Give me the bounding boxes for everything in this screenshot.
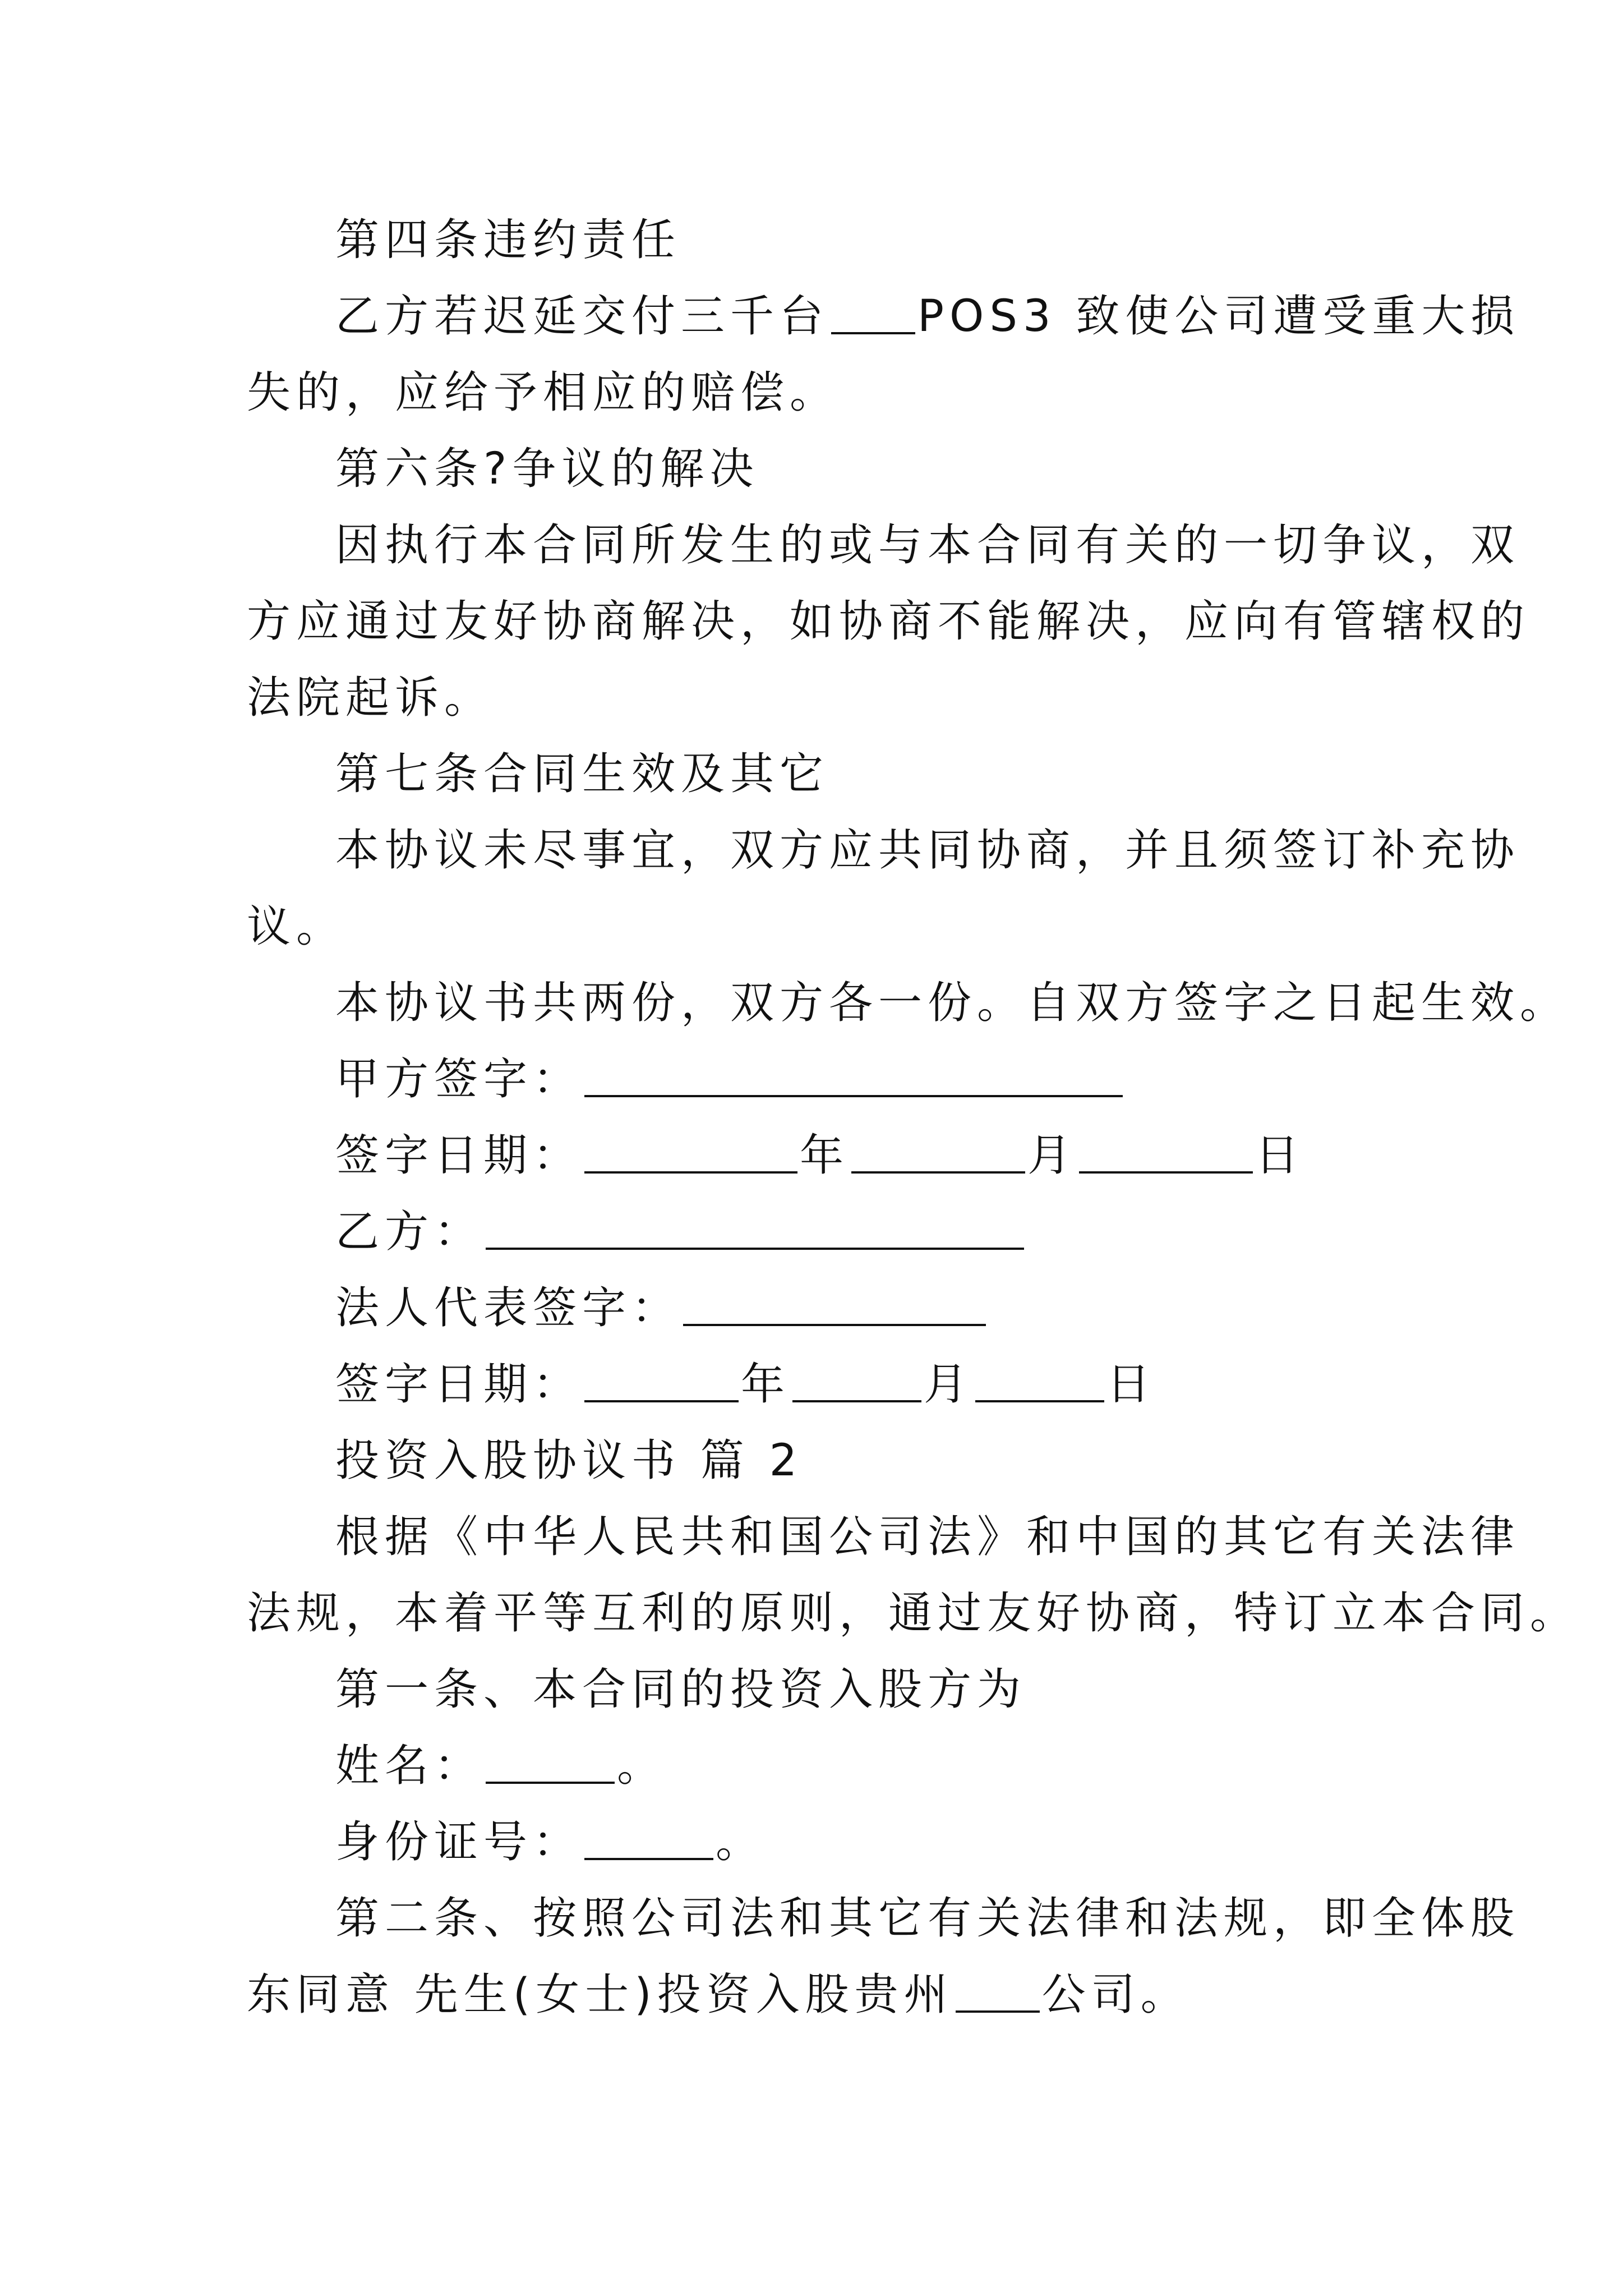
section-2-intro-line-2 — [247, 1575, 1580, 1651]
text-line: 第四条违约责任 — [335, 215, 681, 265]
section-2-article-2-line-1 — [247, 1880, 1520, 1957]
blank-underline — [683, 1288, 986, 1326]
text-line: 。 — [716, 1817, 766, 1867]
text-line: 年 — [741, 1359, 791, 1410]
text-line: 投资入股协议书 篇 2 — [335, 1435, 803, 1486]
blank-underline — [486, 1746, 615, 1784]
blank-underline — [1079, 1135, 1253, 1174]
text-line: 甲方签字： — [335, 1054, 583, 1105]
article-4-body-line-1 — [247, 278, 1520, 355]
blank-underline — [584, 1135, 797, 1174]
blank-underline — [956, 1975, 1040, 2013]
text-line: 议。 — [247, 901, 346, 952]
text-line: 法人代表签字： — [335, 1283, 681, 1333]
text-line: 。 — [617, 1741, 667, 1791]
article-6-body-line-3 — [247, 660, 1380, 736]
article-7-body-line-2 — [247, 889, 1380, 965]
text-line: 东同意 先生(女士)投资入股贵州 — [247, 1970, 953, 2020]
text-line: 乙方若迟延交付三千台 — [335, 291, 829, 342]
document-page — [247, 202, 1580, 2033]
section-2-intro-line-1 — [247, 1499, 1520, 1575]
text-line: 月 — [1027, 1130, 1077, 1181]
article-4-body-line-2 — [247, 355, 1380, 431]
text-line: 根据《中华人民共和国公司法》和中国的其它有关法律 — [335, 1512, 1520, 1562]
text-line: 月 — [924, 1359, 974, 1410]
sign-date-line-1 — [247, 1117, 1380, 1194]
id-number-field-line — [247, 1804, 1380, 1880]
article-6-body-line-1 — [247, 507, 1520, 583]
text-line: 日 — [1106, 1359, 1156, 1410]
section-2-article-2-line-2 — [247, 1957, 1380, 2033]
text-line: 签字日期： — [335, 1130, 583, 1181]
text-line: POS3 致使公司遭受重大损 — [917, 291, 1520, 342]
text-line: 第七条合同生效及其它 — [335, 749, 829, 799]
section-2-article-1 — [247, 1651, 1380, 1728]
text-line: 因执行本合同所发生的或与本合同有关的一切争议，双 — [335, 520, 1520, 570]
section-2-title — [247, 1423, 1380, 1499]
text-line: 日 — [1255, 1130, 1305, 1181]
blank-underline — [831, 296, 915, 334]
text-line: 乙方： — [335, 1207, 484, 1257]
blank-underline — [584, 1364, 739, 1402]
text-line: 第一条、本合同的投资入股方为 — [335, 1664, 1027, 1715]
party-a-signature-line — [247, 1041, 1380, 1117]
text-line: 签字日期： — [335, 1359, 583, 1410]
text-line: 第六条?争议的解决 — [335, 444, 759, 494]
text-line: 法规，本着平等互利的原则，通过友好协商，特订立本合同。 — [247, 1588, 1580, 1639]
blank-underline — [851, 1135, 1025, 1174]
text-line: 姓名： — [335, 1741, 484, 1791]
text-line: 年 — [800, 1130, 850, 1181]
party-b-line — [247, 1194, 1380, 1270]
name-field-line — [247, 1728, 1380, 1804]
article-4-heading — [247, 202, 1380, 278]
text-line: 法院起诉。 — [247, 673, 494, 723]
article-7-heading — [247, 736, 1380, 812]
blank-underline — [792, 1364, 921, 1402]
text-line: 方应通过友好协商解决，如协商不能解决，应向有管辖权的 — [247, 596, 1530, 647]
blank-underline — [486, 1212, 1024, 1250]
article-6-heading — [247, 431, 1380, 507]
blank-underline — [975, 1364, 1104, 1402]
text-line: 第二条、按照公司法和其它有关法律和法规，即全体股 — [335, 1893, 1520, 1944]
legal-rep-signature-line — [247, 1270, 1380, 1346]
text-line: 本协议未尽事宜，双方应共同协商，并且须签订补充协 — [335, 825, 1520, 876]
article-7-body-line-1 — [247, 812, 1520, 889]
text-line: 身份证号： — [335, 1817, 583, 1867]
article-7-body-line-3 — [247, 965, 1570, 1041]
sign-date-line-2 — [247, 1346, 1380, 1423]
text-line: 本协议书共两份，双方各一份。自双方签字之日起生效。 — [335, 978, 1570, 1028]
article-6-body-line-2 — [247, 583, 1530, 660]
text-line: 失的，应给予相应的赔偿。 — [247, 367, 840, 418]
blank-underline — [584, 1822, 713, 1860]
text-line: 公司。 — [1041, 1970, 1190, 2020]
blank-underline — [584, 1059, 1123, 1097]
